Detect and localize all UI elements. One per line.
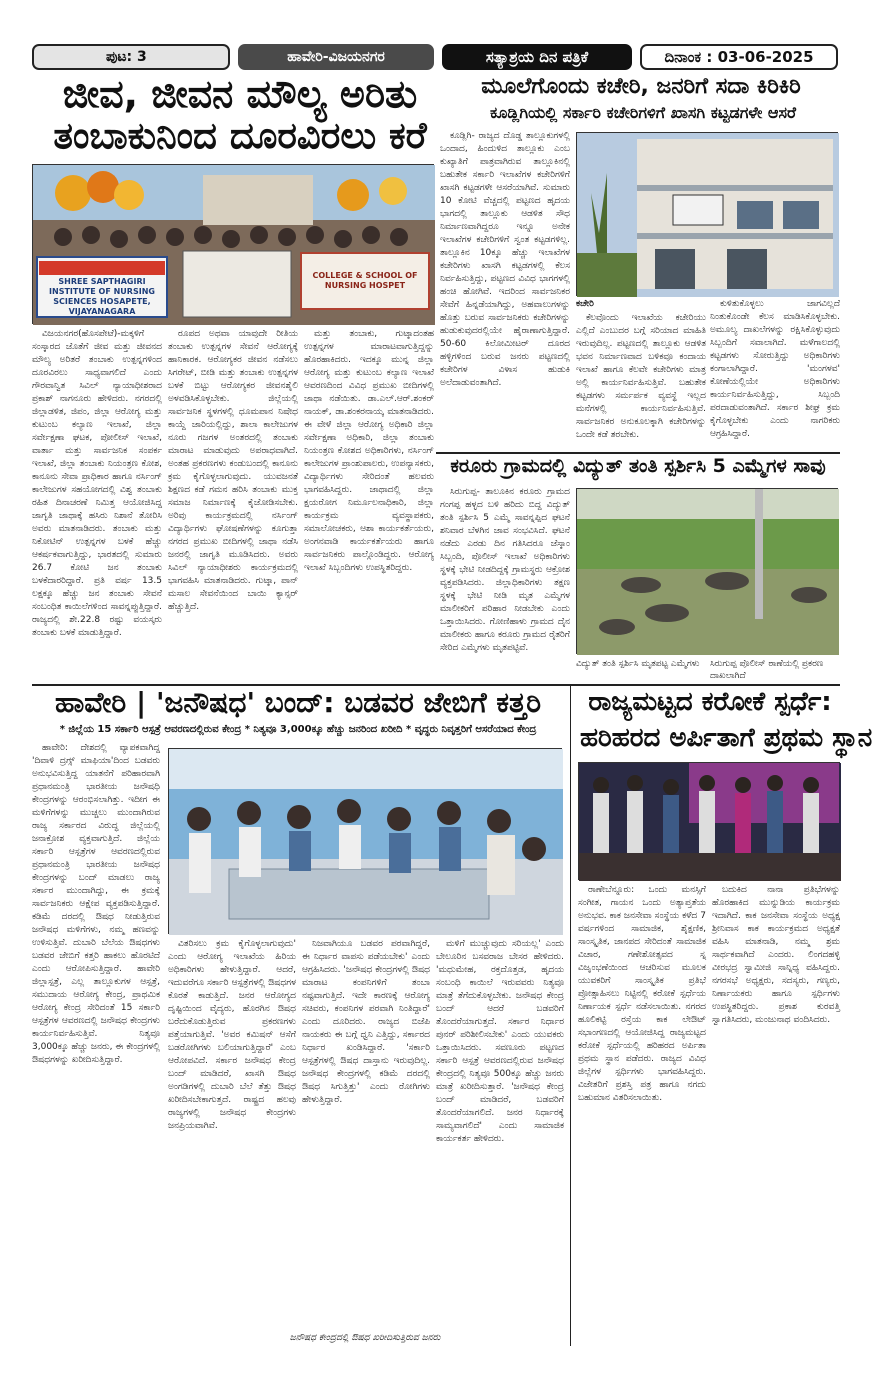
page-number: ಪುಟ: 3 [32, 44, 230, 70]
story4-pharmacy-photo [168, 748, 562, 934]
story1-headline-line1: ಜೀವ, ಜೀವನ ಮೌಲ್ಯ ಅರಿತು [62, 72, 418, 116]
story4-headline: ಹಾವೇರಿ | 'ಜನೌಷಧ' ಬಂದ್: ಬಡವರ ಜೇಬಿಗೆ ಕತ್ತರಿ [54, 686, 541, 719]
story4-column-4: ಮಳಿಗೆ ಮುಚ್ಚುವುದು ಸರಿಯಲ್ಲ' ಎಂದು ಬೇಲೂರಿನ ಬಸವರಾಜ ಬೇಸರ ಹೇಳಿದರು. 'ಮಧುಮೇಹ, ರಕ್ತದೊತ್ತಡ, ಹೃದಯ ಸಂಬಂಧಿ ಕಾಯಿಲೆ ಇರುವವರು ನಿತ್ಯವೂ ಮಾತ್ರೆ ತೆಗೆದುಕೊಳ್ಳಬೇಕು. ಜನೌಷಧ ಕೇಂದ್ರ ಬಂದ್ ಆದರೆ ಬಡವರಿಗೆ ತೊಂದರೆಯಾಗುತ್ತದೆ. ಸರ್ಕಾರ ನಿರ್ಧಾರ ಪುನರ್ ಪರಿಶೀಲಿಸಬೇಕು' ಎಂದು ಯುವಕರು ಒತ್ತಾಯಿಸಿದರು. ಸವಣೂರು ಪಟ್ಟಣದ ಸರ್ಕಾರಿ ಆಸ್ಪತ್ರೆ ಆವರಣದಲ್ಲಿರುವ ಜನೌಷಧ ಕೇಂದ್ರದಲ್ಲಿ ನಿತ್ಯವೂ 500ಕ್ಕೂ ಹೆಚ್ಚು ಜನರು ಮಾತ್ರೆ ಖರೀದಿಸುತ್ತಾರೆ. 'ಜನೌಷಧ ಕೇಂದ್ರ ಬಂದ್ ಮಾಡಿದರೆ, ಬಡವರಿಗೆ ತೊಂದರೆಯಾಗಲಿದೆ. ಜನರ ನಿರ್ಧಾರಕ್ಕೆ ಸಾಮ್ಯವಾಗಲಿದೆ' ಎಂದು ಸಾಮಾಜಿಕ ಕಾರ್ಯಕರ್ತ ಹೇಳಿದರು. [436, 939, 564, 1144]
story1-column-2: ರೂಪದ ಅಥವಾ ಯಾವುದೇ ರೀತಿಯ ತಂಬಾಕು ಉತ್ಪನ್ನಗಳ ಸೇವನೆ ಆರೋಗ್ಯಕ್ಕೆ ಹಾನಿಕಾರಕ. ಆರೋಗ್ಯಕರ ಜೀವನ ನಡೆಸಲು ಸಿಗರೇಟ್, ಬೀಡಿ ಮತ್ತು ತಂಬಾಕು ಉತ್ಪನ್ನಗಳ ಬಳಕೆ ಬಿಟ್ಟು ಆರೋಗ್ಯಕರ ಜೀವನಶೈಲಿ ಅಳವಡಿಸಿಕೊಳ್ಳಬೇಕು. ಜಿಲ್ಲೆಯಲ್ಲಿ ಸಾರ್ವಜನಿಕ ಸ್ಥಳಗಳಲ್ಲಿ ಧೂಮಪಾನ ನಿಷೇಧ ಕಾಯ್ದೆ ಜಾರಿಯಲ್ಲಿದ್ದು, ಶಾಲಾ ಕಾಲೇಜುಗಳ ನೂರು ಗಜಗಳ ಅಂತರದಲ್ಲಿ ತಂಬಾಕು ಮಾರಾಟ ಮಾಡುವುದು ಅಪರಾಧವಾಗಿದೆ. ಅಂತಹ ಪ್ರಕರಣಗಳು ಕಂಡುಬಂದಲ್ಲಿ ಕಾನೂನು ಕ್ರಮ ಕೈಗೊಳ್ಳಲಾಗುವುದು. ಯುವಜನತೆ ಶಿಕ್ಷಣದ ಕಡೆ ಗಮನ ಹರಿಸಿ ತಂಬಾಕು ಮುಕ್ತ ಸಮಾಜ ನಿರ್ಮಾಣಕ್ಕೆ ಕೈಜೋಡಿಸಬೇಕು. ಅರಿವು ಕಾರ್ಯಕ್ರಮದಲ್ಲಿ ನರ್ಸಿಂಗ್ ವಿದ್ಯಾರ್ಥಿಗಳು ಘೋಷಣೆಗಳನ್ನು ಕೂಗುತ್ತಾ ನಗರದ ಪ್ರಮುಖ ಬೀದಿಗಳಲ್ಲಿ ಜಾಥಾ ನಡೆಸಿ ಜನರಲ್ಲಿ ಜಾಗೃತಿ ಮೂಡಿಸಿದರು. ಅವರು ಸಿವಿಲ್ ನ್ಯಾಯಾಧೀಶರು ಕಾರ್ಯಕ್ರಮದಲ್ಲಿ ಭಾಗವಹಿಸಿ ಮಾತನಾಡಿದರು. ಗುಟ್ಕಾ, ಪಾನ್ ಮಸಾಲ ಸೇವನೆಯಿಂದ ಬಾಯಿ ಕ್ಯಾನ್ಸರ್ ಹೆಚ್ಚುತ್ತಿದೆ. [168, 329, 298, 612]
story5-award-photo [578, 762, 840, 880]
story3-caption-1: ವಿದ್ಯುತ್ ತಂತಿ ಸ್ಪರ್ಶಿಸಿ ಮೃತಪಟ್ಟ ಎಮ್ಮೆಗಳು [576, 659, 700, 669]
award-photo-image [579, 763, 841, 881]
story5-column-2: ಬದುಕಿದ ನಾನಾ ಪ್ರತಿಭೆಗಳನ್ನು ಹೊರಹಾಕಿದ ಮುನ್ನುಡಿಯ ಕಾರ್ಯಕ್ರಮ ಇದಾಗಿದೆ. ಕಾಕ ಜನಸೇವಾ ಸಂಸ್ಥೆಯ ಅಧ್ಯಕ್ಷ ಶ್ರೀನಿವಾಸ ಕಾಕ ಕಾರ್ಯಕ್ರಮದ ಅಧ್ಯಕ್ಷತೆ ವಹಿಸಿ ಮಾತನಾಡಿ, ನಮ್ಮ ಶ್ರಮ ಸಾರ್ಥಕವಾಗಿದೆ ಎಂದರು. ಲಿಂಗದಹಳ್ಳಿ ವೀರಭದ್ರ ಸ್ವಾಮೀಜಿ ಸಾನ್ನಿಧ್ಯ ವಹಿಸಿದ್ದರು. ನಗರಸಭೆ ಅಧ್ಯಕ್ಷರು, ಸದಸ್ಯರು, ಗಣ್ಯರು, ನಿರ್ಣಾಯಕರು ಹಾಗೂ ಸ್ಪರ್ಧಿಗಳು ಉಪಸ್ಥಿತರಿದ್ದರು. ಪ್ರಕಾಶ ಕುರವತ್ತಿ ಸ್ವಾಗತಿಸಿದರು, ಮಂಜುನಾಥ ವಂದಿಸಿದರು. [712, 885, 840, 1025]
story2-building-photo [576, 132, 838, 296]
story4-column-2: ವಿತರಿಸಲು ಕ್ರಮ ಕೈಗೊಳ್ಳಲಾಗುವುದು' ಎಂದು ಆರೋಗ್ಯ ಇಲಾಖೆಯ ಹಿರಿಯ ಅಧಿಕಾರಿಗಳು ಹೇಳುತ್ತಿದ್ದಾರೆ. ಆದರೆ, ಇದುವರೆಗೂ ಸರ್ಕಾರಿ ಆಸ್ಪತ್ರೆಗಳಲ್ಲಿ ಔಷಧಗಳ ಕೊರತೆ ಕಾಡುತ್ತಿದೆ. ಜನರ ಆರೋಗ್ಯದ ದೃಷ್ಟಿಯಿಂದ ವೈದ್ಯರು, ಹೊರಗಿನ ಔಷಧ ಬರೆದುಕೊಡುತ್ತಿರುವ ಪ್ರಕರಣಗಳು ಪತ್ತೆಯಾಗುತ್ತಿವೆ. 'ಅವರ ಕಮಿಷನ್ ಆಸೆಗೆ ಬಡರೋಗಿಗಳು ಬಲಿಯಾಗುತ್ತಿದ್ದಾರೆ' ಎಂಬ ಆರೋಪವಿದೆ. ಸರ್ಕಾರ ಜನೌಷಧ ಕೇಂದ್ರ ಬಂದ್ ಮಾಡಿದರೆ, ಖಾಸಗಿ ಔಷಧ ಅಂಗಡಿಗಳಲ್ಲಿ ದುಬಾರಿ ಬೆಲೆ ತೆತ್ತು ಔಷಧ ಖರೀದಿಸಬೇಕಾಗುತ್ತದೆ. ರಾಷ್ಟ್ರದ ಹಲವು ರಾಜ್ಯಗಳಲ್ಲಿ ಜನೌಷಧ ಕೇಂದ್ರಗಳು ಜನಪ್ರಿಯವಾಗಿವೆ. [168, 939, 296, 1131]
edition-place: ಹಾವೇರಿ-ವಿಜಯನಗರ [238, 44, 434, 70]
rally-banner-1: SHREE SAPTHAGIRI INSTITUTE OF NURSING SCIENCES HOSAPETE, VIJAYANAGARA [49, 277, 155, 316]
story3-caption-2: ಸಿರುಗುಪ್ಪ ಪೊಲೀಸ್ ಠಾಣೆಯಲ್ಲಿ ಪ್ರಕರಣ ದಾಖಲಾಗಿದೆ [710, 659, 824, 681]
story4-caption: ಜನೌಷಧ ಕೇಂದ್ರದಲ್ಲಿ ಔಷಧ ಖರೀದಿಸುತ್ತಿರುವ ಜನರು [289, 1333, 441, 1343]
story3-column-1: ಸಿರುಗುಪ್ಪ- ತಾಲೂಕಿನ ಕರೂರು ಗ್ರಾಮದ ಗಂಗಪ್ಪ ಹಳ್ಳದ ಬಳಿ ಹರಿದು ಬಿದ್ದ ವಿದ್ಯುತ್ ತಂತಿ ಸ್ಪರ್ಶಿಸಿ 5 ಎಮ್ಮೆ ಸಾವನ್ನಪ್ಪಿದ ಘಟನೆ ಶನಿವಾರ ಬೆಳಗಿನ ಜಾವ ಸಂಭವಿಸಿದೆ. ಘಟನೆ ನಡೆದು ಎರಡು ದಿನ ಗತಿಸಿದರೂ ಜೆಸ್ಕಾಂ ಸಿಬ್ಬಂದಿ, ಪೊಲೀಸ್ ಇಲಾಖೆ ಅಧಿಕಾರಿಗಳು ಸ್ಥಳಕ್ಕೆ ಭೇಟಿ ನೀಡದಿದ್ದಕ್ಕೆ ಗ್ರಾಮಸ್ಥರು ಆಕ್ರೋಶ ವ್ಯಕ್ತಪಡಿಸಿದರು. ಜಿಲ್ಲಾಧಿಕಾರಿಗಳು ತಕ್ಷಣ ಸ್ಥಳಕ್ಕೆ ಭೇಟಿ ನೀಡಿ ಮೃತ ಎಮ್ಮೆಗಳ ಮಾಲೀಕರಿಗೆ ಪರಿಹಾರ ನೀಡಬೇಕು ಎಂದು ಒತ್ತಾಯಿಸಿದರು. ಗೋಣಿಹಾಳು ಗ್ರಾಮದ ದೈನ ಮಾಲೀಕರು ಹಾಗೂ ಕರೂರು ಗ್ರಾಮದ ರೈತರಿಗೆ ಸೇರಿದ ಎಮ್ಮೆಗಳು ಮೃತಪಟ್ಟಿವೆ. [440, 487, 570, 653]
pharmacy-photo-image [169, 749, 563, 935]
building-photo-image [577, 133, 839, 297]
story4-column-1: ಹಾವೇರಿ: ದೇಶದಲ್ಲಿ ವ್ಯಾಪಕವಾಗಿದ್ದ 'ದಿವಾಳಿ ದ್ರಗ್ಸ್ ಮಾಫಿಯಾ'ದಿಂದ ಬಡವರು ಅನುಭವಿಸುತ್ತಿದ್ದ ಯಾತನೆಗೆ ಪರಿಹಾರವಾಗಿ ಪ್ರಧಾನಮಂತ್ರಿ ಭಾರತೀಯ ಜನೌಷಧಿ ಕೇಂದ್ರಗಳನ್ನು ಆರಂಭಿಸಲಾಗಿತ್ತು. ಇದೀಗ ಈ ಮಳಿಗೆಗಳನ್ನು ಮುಚ್ಚಲು ಮುಂದಾಗಿರುವ ರಾಜ್ಯ ಸರ್ಕಾರದ ವಿರುದ್ಧ ಜಿಲ್ಲೆಯಲ್ಲಿ ಜನಾಕ್ರೋಶ ವ್ಯಕ್ತವಾಗುತ್ತಿದೆ. ಜಿಲ್ಲೆಯ ಸರ್ಕಾರಿ ಆಸ್ಪತ್ರೆಗಳ ಆವರಣದಲ್ಲಿರುವ ಪ್ರಧಾನಮಂತ್ರಿ ಭಾರತೀಯ ಜನೌಷಧ ಕೇಂದ್ರಗಳನ್ನು ಬಂದ್ ಮಾಡಲು ರಾಜ್ಯ ಸರ್ಕಾರ ಮುಂದಾಗಿದ್ದು, ಈ ಕ್ರಮಕ್ಕೆ ಸಾರ್ವಜನಿಕರು ಆಕ್ಷೇಪ ವ್ಯಕ್ತಪಡಿಸುತ್ತಿದ್ದಾರೆ. ಕಡಿಮೆ ದರದಲ್ಲಿ ಔಷಧ ನೀಡುತ್ತಿರುವ ಜನೌಷಧ ಮಳಿಗೆಗಳು, ನಮ್ಮ ಹಣವನ್ನು ಉಳಿಸುತ್ತಿವೆ. ದುಬಾರಿ ಬೆಲೆಯ ಔಷಧಗಳು ಬಡವರ ಜೇಬಿಗೆ ಕತ್ತರಿ ಹಾಕಲು ಹೊರಟಿದೆ ಎಂದು ಆರೋಪಿಸುತ್ತಿದ್ದಾರೆ. ಹಾವೇರಿ ಜಿಲ್ಲಾಸ್ಪತ್ರೆ, ಎಲ್ಲ ತಾಲ್ಲೂಕುಗಳ ಆಸ್ಪತ್ರೆ, ಸಮುದಾಯ ಆರೋಗ್ಯ ಕೇಂದ್ರ, ಪ್ರಾಥಮಿಕ ಆರೋಗ್ಯ ಕೇಂದ್ರ ಸೇರಿದಂತೆ 15 ಸರ್ಕಾರಿ ಆಸ್ಪತ್ರೆಗಳ ಆವರಣದಲ್ಲಿ ಜನೌಷಧ ಕೇಂದ್ರಗಳು ಕಾರ್ಯನಿರ್ವಹಿಸುತ್ತಿವೆ. ನಿತ್ಯವೂ 3,000ಕ್ಕೂ ಹೆಚ್ಚು ಜನರು, ಈ ಕೇಂದ್ರಗಳಲ್ಲಿ ಔಷಧಗಳನ್ನು ಖರೀದಿಸುತ್ತಿದ್ದಾರೆ. [32, 743, 160, 1065]
story2-column-2: ಕೆಲವೊಂದು ಇಲಾಖೆಯ ಕಚೇರಿಯು ಎಲ್ಲಿದೆ ಎಂಬುದರ ಬಗ್ಗೆ ಸರಿಯಾದ ಮಾಹಿತಿ ಇರುವುದಿಲ್ಲ. ಪಟ್ಟಣದಲ್ಲಿ ತಾಲ್ಲೂಕು ಆಡಳಿತ ಭವನ ನಿರ್ಮಾಣವಾದ ಬಳಿಕವೂ ಕಂದಾಯ ಇಲಾಖೆ ಹಾಗೂ ಕೆಲವೇ ಕಚೇರಿಗಳು ಮಾತ್ರ ಅಲ್ಲಿ ಕಾರ್ಯನಿರ್ವಹಿಸುತ್ತಿವೆ. ಬಹುತೇಕ ಕಟ್ಟಡಗಳು ಸರ್ಮರ್ಪಕ ವ್ಯವಸ್ಥೆ ಇಲ್ಲದ ಮನೆಗಳಲ್ಲಿ ಕಾರ್ಯನಿರ್ವಹಿಸುತ್ತಿವೆ. ಸಾರ್ವಜನಿಕರ ಅನುಕೂಲಕ್ಕಾಗಿ ಕಚೇರಿಗಳನ್ನು ಒಂದೇ ಕಡೆ ತರಬೇಕು. [576, 313, 706, 440]
divider-vertical [570, 686, 571, 1346]
story2-column-3: ಕುಳಿತುಕೊಳ್ಳಲು ಜಾಗವಿಲ್ಲದೆ ನಿಂತುಕೊಂಡೇ ಕೆಲಸ ಮಾಡಿಸಿಕೊಳ್ಳಬೇಕು. ಅಮೂಲ್ಯ ದಾಖಲೆಗಳನ್ನು ರಕ್ಷಿಸಿಕೊಳ್ಳುವುದು ಸಿಬ್ಬಂದಿಗೆ ಸವಾಲಾಗಿದೆ. ಮಳೆಗಾಲದಲ್ಲಿ ಕಟ್ಟಡಗಳು ಸೋರುತ್ತಿದ್ದು ಅಧಿಕಾರಿಗಳು ಕಂಗಾಲಾಗಿದ್ದಾರೆ. 'ಮಂಗಳವ' ಕೋಣೆಯಲ್ಲಿಯೇ ಅಧಿಕಾರಿಗಳು ಕಾರ್ಯನಿರ್ವಹಿಸುತ್ತಿದ್ದು, ಸಿಬ್ಬಂದಿ ಪರದಾಡುವಂತಾಗಿದೆ. ಸರ್ಕಾರ ಶೀಘ್ರ ಕ್ರಮ ಕೈಗೊಳ್ಳಬೇಕು ಎಂದು ನಾಗರಿಕರು ಆಗ್ರಹಿಸಿದ್ದಾರೆ. [710, 299, 840, 439]
story1-headline-line2: ತಂಬಾಕುನಿಂದ ದೂರವಿರಲು ಕರೆ [53, 114, 427, 157]
story2-column-1: ಕೂಡ್ಲಿಗಿ- ರಾಜ್ಯದ ದೊಡ್ಡ ತಾಲ್ಲೂಕುಗಳಲ್ಲಿ ಒಂದಾದ, ಹಿಂದುಳಿದ ತಾಲ್ಲೂಕು ಎಂಬ ಕುಖ್ಯಾತಿಗೆ ಪಾತ್ರವಾಗಿರುವ ತಾಲ್ಲೂಕಿನಲ್ಲಿ ಬಹುತೇಕ ಸರ್ಕಾರಿ ಇಲಾಖೆಗಳ ಕಚೇರಿಗಳಿಗೆ ಖಾಸಗಿ ಕಟ್ಟಡಗಳೇ ಆಸರೆಯಾಗಿವೆ. ಸುಮಾರು 10 ಕೋಟಿ ವೆಚ್ಚದಲ್ಲಿ ಪಟ್ಟಣದ ಹೃದಯ ಭಾಗದಲ್ಲಿ ತಾಲ್ಲೂಕು ಆಡಳಿತ ಸೌಧ ನಿರ್ಮಾಣವಾಗಿದ್ದರೂ ಇನ್ನೂ ಅನೇಕ ಇಲಾಖೆಗಳ ಕಚೇರಿಗಳಿಗೆ ಸ್ವಂತ ಕಟ್ಟಡಗಳಿಲ್ಲ. ತಾಲ್ಲೂಕಿನ 10ಕ್ಕೂ ಹೆಚ್ಚು ಇಲಾಖೆಗಳ ಕಚೇರಿಗಳು ಖಾಸಗಿ ಕಟ್ಟಡಗಳಲ್ಲಿ ಕೆಲಸ ನಿರ್ವಹಿಸುತ್ತಿದ್ದು, ಪಟ್ಟಣದ ವಿವಿಧ ಭಾಗಗಳಲ್ಲಿ ಹಂಚಿ ಹೋಗಿವೆ. ಇದರಿಂದ ಸಾರ್ವಜನಿಕರ ಸೇವೆಗೆ ಹಿನ್ನಡೆಯಾಗಿದ್ದು, ಅಹವಾಲುಗಳನ್ನು ಹೊತ್ತು ಬರುವ ಸಾರ್ವಜನಿಕರು ಕಚೇರಿಗಳನ್ನು ಹುಡುಕುವುದರಲ್ಲಿಯೇ ಹೈರಾಣಾಗುತ್ತಿದ್ದಾರೆ. 50-60 ಕಿಲೋಮೀಟರ್ ದೂರದ ಹಳ್ಳಿಗಳಿಂದ ಬರುವ ಜನರು ಪಟ್ಟಣದಲ್ಲಿ ಕಚೇರಿಗಳ ವಿಳಾಸ ಹುಡುಕಿ ಅಲೆದಾಡುವಂತಾಗಿದೆ. [440, 131, 570, 388]
story3-headline: ಕರೂರು ಗ್ರಾಮದಲ್ಲಿ ವಿದ್ಯುತ್ ತಂತಿ ಸ್ಪರ್ಶಿಸಿ 5 ಎಮ್ಮೆಗಳ ಸಾವು [450, 455, 826, 477]
story5-column-1: ರಾಣೇಬೆನ್ನೂರು: ಒಂದು ಮನಸ್ಸಿಗೆ ಸಂಗೀತ, ಗಾಯನ ಒಂದು ಅತ್ಯಾಪ್ತತೆಯ ಅನುಭವ. ಕಾಕ ಜನಸೇವಾ ಸಂಸ್ಥೆಯ ಕಳೆದ 7 ವರ್ಷಗಳಿಂದ ಸಾಮಾಜಿಕ, ಶೈಕ್ಷಣಿಕ, ಸಾಂಸ್ಕೃತಿಕ, ಜಾನಪದ ಸೇರಿದಂತೆ ಸಾಮಾಜಿಕ ವಿಚಾರ, ಗಣೇಶೋತ್ಸವದ ಸ್ನ ವಿಜೃಂಭಣೆಯಿಂದ ಆಚರಿಸುವ ಮೂಲಕ ಯುವಕರಿಗೆ ಸಾಂಸ್ಕೃತಿಕ ಪ್ರತಿಭೆ ಪ್ರೋತ್ಸಾಹಿಸಲು ನಿಟ್ಟಿನಲ್ಲಿ ಕರೋಕೆ ಸ್ಪರ್ಧೆಯ ನಿರ್ಣಾಯಕ ಸ್ಪರ್ಧೆ ನಡೆಸಲಾಯಿತು. ನಗರದ ಹೂಲಿಕಟ್ಟಿ ರಸ್ತೆಯ ಕಾಕ ಲೇಔಟ್ ಸಭಾಂಗಣದಲ್ಲಿ ಆಯೋಜಿಸಿದ್ದ ರಾಜ್ಯಮಟ್ಟದ ಕರೋಕೆ ಸ್ಪರ್ಧೆಯಲ್ಲಿ ಹರಿಹರದ ಅರ್ಪಿತಾ ಪ್ರಥಮ ಸ್ಥಾನ ಪಡೆದರು. ರಾಜ್ಯದ ವಿವಿಧ ಜಿಲ್ಲೆಗಳ ಸ್ಪರ್ಧಿಗಳು ಭಾಗವಹಿಸಿದ್ದರು. ವಿಜೇತರಿಗೆ ಪ್ರಶಸ್ತಿ ಪತ್ರ ಹಾಗೂ ನಗದು ಬಹುಮಾನ ವಿತರಿಸಲಾಯಿತು. [578, 885, 706, 1103]
story2-subheadline: ಕೂಡ್ಲಿಗಿಯಲ್ಲಿ ಸರ್ಕಾರಿ ಕಚೇರಿಗಳಿಗೆ ಖಾಸಗಿ ಕಟ್ಟಡಗಳೇ ಆಸರೆ [489, 103, 797, 122]
story4-subheadline: * ಜಿಲ್ಲೆಯ 15 ಸರ್ಕಾರಿ ಆಸ್ಪತ್ರೆ ಆವರಣದಲ್ಲಿರುವ ಕೇಂದ್ರ * ನಿತ್ಯವೂ 3,000ಕ್ಕೂ ಹೆಚ್ಚು ಜನರಿಂದ ಖರೀದಿ * ವೃದ್ಧರು ನಿವೃತ್ತರಿಗೆ ಆಸರೆಯಾದ ಕೇಂದ್ರ [59, 724, 537, 735]
story1-column-1: ವಿಜಯನಗರ(ಹೊಸಪೇಟೆ)-ಮಕ್ಕಳಿಗೆ ಸಂಸ್ಕಾರದ ಜೊತೆಗೆ ಜೀವ ಮತ್ತು ಜೀವನದ ಮೌಲ್ಯ ಅರಿತರೆ ತಂಬಾಕು ಉತ್ಪನ್ನಗಳಿಂದ ದೂರವಿರಲು ಸಾಧ್ಯವಾಗಲಿದೆ ಎಂದು ಗೌರವಾನ್ವಿತ ಸಿವಿಲ್ ನ್ಯಾಯಾಧೀಶರಾದ ಪ್ರಕಾಶ್ ನಾಗನೂರು ಹೇಳಿದರು. ನಗರದಲ್ಲಿ ಜಿಲ್ಲಾಡಳಿತ, ಜಿಪಂ, ಜಿಲ್ಲಾ ಆರೋಗ್ಯ ಮತ್ತು ಕುಟುಂಬ ಕಲ್ಯಾಣ ಇಲಾಖೆ, ಜಿಲ್ಲಾ ಸರ್ವೇಕ್ಷಣಾ ಘಟಕ, ಪೋಲೀಸ್ ಇಲಾಖೆ, ವಾರ್ತಾ ಮತ್ತು ಸಾರ್ವಜನಿಕ ಸಂಪರ್ಕ ಇಲಾಖೆ, ಜಿಲ್ಲಾ ತಂಬಾಕು ನಿಯಂತ್ರಣ ಕೋಶ, ಕಾನೂನು ಸೇವಾ ಪ್ರಾಧಿಕಾರ ಹಾಗೂ ನರ್ಸಿಂಗ್ ಕಾಲೇಜುಗಳ ಸಹಯೋಗದಲ್ಲಿ ವಿಶ್ವ ತಂಬಾಕು ರಹಿತ ದಿನಾಚರಣೆ ನಿಮಿತ್ತ ಆಯೋಜಿಸಿದ್ದ ಜಾಗೃತಿ ಜಾಥಾಕ್ಕೆ ಹಸಿರು ನಿಶಾನೆ ತೋರಿಸಿ ಅವರು ಮಾತನಾಡಿದರು. ತಂಬಾಕು ಮತ್ತು ನಿಕೋಟಿನ್ ಉತ್ಪನ್ನಗಳ ಬಳಕೆ ಹೆಚ್ಚು ಆಕರ್ಷಕವಾಗುತ್ತಿದ್ದು, ಭಾರತದಲ್ಲಿ ಸುಮಾರು 26.7 ಕೋಟಿ ಜನ ತಂಬಾಕು ಬಳಕೆದಾರರಿದ್ದಾರೆ. ಪ್ರತಿ ವರ್ಷ 13.5 ಲಕ್ಷಕ್ಕೂ ಹೆಚ್ಚು ಜನ ತಂಬಾಕು ಸೇವನೆ ಸಂಬಂಧಿತ ಕಾಯಿಲೆಗಳಿಂದ ಸಾವನ್ನಪ್ಪುತ್ತಿದ್ದಾರೆ. ರಾಜ್ಯದಲ್ಲಿ ಶೇ.22.8 ರಷ್ಟು ವಯಸ್ಕರು ತಂಬಾಕು ಬಳಕೆ ಮಾಡುತ್ತಿದ್ದಾರೆ. [32, 329, 162, 638]
story5-headline-line2: ಹರಿಹರದ ಅರ್ಪಿತಾಗೆ ಪ್ರಥಮ ಸ್ಥಾನ [580, 723, 872, 753]
story4-column-3: ನಿಜವಾಗಿಯೂ ಬಡವರ ಪರವಾಗಿದ್ದರೆ, ಈ ನಿರ್ಧಾರ ವಾಪಸು ಪಡೆಯಬೇಕು' ಎಂದು ಆಗ್ರಹಿಸಿದರು. 'ಜನೌಷಧ ಕೇಂದ್ರಗಳಲ್ಲಿ ಔಷಧ ಮಾರಾಟ ಕಂಪನಿಗಳಿಗೆ ತಂಬಾ ನಷ್ಟವಾಗುತ್ತಿದೆ. ಇದೇ ಕಾರಣಕ್ಕೆ ಆರೋಗ್ಯ ಸಚಿವರು, ಕಂಪನಿಗಳ ಪರವಾಗಿ ನಿಂತಿದ್ದಾರೆ' ಎಂದು ದೂರಿದರು. ರಾಜ್ಯದ ಬಿಜೆಪಿ ನಾಯಕರು ಈ ಬಗ್ಗೆ ಧ್ವನಿ ಎತ್ತಿದ್ದು, ಸರ್ಕಾರದ ನಿರ್ಧಾರ ಖಂಡಿಸಿದ್ದಾರೆ. 'ಸರ್ಕಾರಿ ಆಸ್ಪತ್ರೆಗಳಲ್ಲಿ ಔಷಧ ದಾಸ್ತಾನು ಇರುವುದಿಲ್ಲ. ಜನೌಷಧ ಕೇಂದ್ರಗಳಲ್ಲಿ ಕಡಿಮೆ ದರದಲ್ಲಿ ಔಷಧ ಸಿಗುತ್ತಿತ್ತು' ಎಂದು ರೋಗಿಗಳು ಹೇಳುತ್ತಿದ್ದಾರೆ. [302, 939, 430, 1105]
story1-column-3: ಮತ್ತು ತಂಬಾಕು, ಗುಟ್ಕಾದಂತಹ ಉತ್ಪನ್ನಗಳ ಮಾರಾಟವಾಗುತ್ತಿದ್ದನ್ನು ಹೊರಹಾಕಿದರು. ಇದಕ್ಕೂ ಮುನ್ನ ಜಿಲ್ಲಾ ಆರೋಗ್ಯ ಮತ್ತು ಕುಟುಂಬ ಕಲ್ಯಾಣ ಇಲಾಖೆ ಆವರಣದಿಂದ ವಿವಿಧ ಪ್ರಮುಖ ಬೀದಿಗಳಲ್ಲಿ ಜಾಥಾ ನಡೆಯಿತು. ಡಾ.ಎಲ್.ಆರ್.ಶಂಕರ್ ನಾಯಕ್, ಡಾ.ಶಂಕರನಾಯ್ಕ ಮಾತನಾಡಿದರು. ಈ ವೇಳೆ ಜಿಲ್ಲಾ ಆರೋಗ್ಯ ಅಧಿಕಾರಿ ಜಿಲ್ಲಾ ಸರ್ವೇಕ್ಷಣಾ ಅಧಿಕಾರಿ, ಜಿಲ್ಲಾ ತಂಬಾಕು ನಿಯಂತ್ರಣ ಕೋಶದ ಅಧಿಕಾರಿಗಳು, ನರ್ಸಿಂಗ್ ಕಾಲೇಜುಗಳ ಪ್ರಾಂಶುಪಾಲರು, ಉಪನ್ಯಾಸಕರು, ವಿದ್ಯಾರ್ಥಿಗಳು ಸೇರಿದಂತೆ ಹಲವರು ಭಾಗವಹಿಸಿದ್ದರು. ಜಾಥಾದಲ್ಲಿ ಜಿಲ್ಲಾ ಕ್ಷಯರೋಗ ನಿರ್ಮೂಲನಾಧಿಕಾರಿ, ಜಿಲ್ಲಾ ಕಾರ್ಯಕ್ರಮ ವ್ಯವಸ್ಥಾಪಕರು, ಸಮಾಲೋಚಕರು, ಆಶಾ ಕಾರ್ಯಕರ್ತೆಯರು, ಅಂಗನವಾಡಿ ಕಾರ್ಯಕರ್ತೆಯರು ಹಾಗೂ ಸಾರ್ವಜನಿಕರು ಪಾಲ್ಗೊಂಡಿದ್ದರು. ಆರೋಗ್ಯ ಇಲಾಖೆ ಸಿಬ್ಬಂದಿಗಳು ಉಪಸ್ಥಿತರಿದ್ದರು. [304, 329, 434, 573]
field-photo-image [577, 489, 839, 655]
rally-banner-2: COLLEGE & SCHOOL OF NURSING HOSPET [312, 271, 418, 290]
divider-story3 [436, 452, 840, 454]
story5-headline-line1: ರಾಜ್ಯಮಟ್ಟದ ಕರೋಕೆ ಸ್ಪರ್ಧೆ: [588, 687, 832, 717]
story2-caption: ಕಚೇರಿ [576, 299, 594, 309]
story1-rally-photo [32, 164, 434, 324]
story2-headline: ಮೂಲೆಗೊಂದು ಕಚೇರಿ, ಜನರಿಗೆ ಸದಾ ಕಿರಿಕಿರಿ [481, 74, 801, 99]
newspaper-title: ಸತ್ಯಾಶ್ರಯ ದಿನ ಪತ್ರಿಕೆ [442, 44, 632, 70]
publication-date: ದಿನಾಂಕ : 03-06-2025 [640, 44, 838, 70]
story3-field-photo [576, 488, 838, 654]
